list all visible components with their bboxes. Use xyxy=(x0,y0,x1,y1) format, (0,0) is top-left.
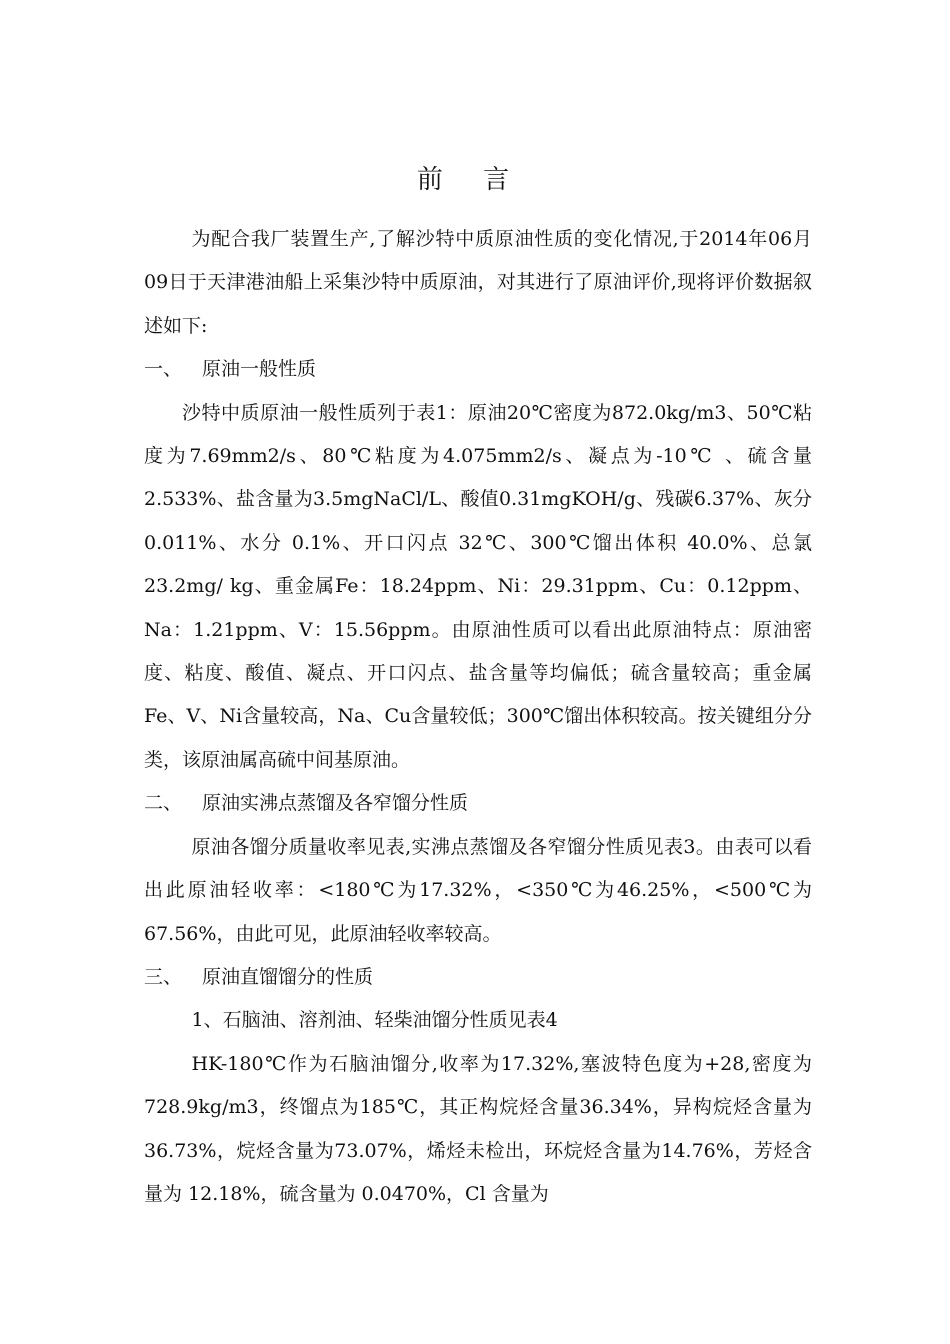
intro-paragraph: 为配合我厂装置生产,了解沙特中质原油性质的变化情况,于2014年06月09日于天津港油船上采集沙特中质原油，对其进行了原油评价,现将评价数据叙述如下: xyxy=(144,228,812,337)
naphtha-paragraph: HK-180℃作为石脑油馏分,收率为17.32%,塞波特色度为+28,密度为728.9kg/m3，终馏点为185℃，其正构烷烃含量36.34%，异构烷烃含量为36.73%，烷烃含量为73.07%，烯烃未检出，环烷烃含量为14.76%，芳烃含量为 12.18%，硫含量为 0.0470%，Cl 含量为 xyxy=(144,1052,812,1205)
section-number: 一、 xyxy=(144,358,183,381)
section-title: 原油直馏馏分的性质 xyxy=(202,965,374,988)
distillation-paragraph: 原油各馏分质量收率见表,实沸点蒸馏及各窄馏分性质见表3。由表可以看出此原油轻收率：<180℃为17.32%，<350℃为46.25%，<500℃为67.56%，由此可见，此原油轻收率较高。 xyxy=(144,835,812,945)
section-heading-3 xyxy=(144,956,812,999)
section-heading-1 xyxy=(144,348,812,391)
section-heading-2 xyxy=(144,782,812,825)
subsection-heading: 1、石脑油、溶剂油、轻柴油馏分性质见表4 xyxy=(191,1009,558,1032)
general-properties-paragraph: 沙特中质原油一般性质列于表1：原油20℃密度为872.0kg/m3、50℃粘度为7.69mm2/s、80℃粘度为4.075mm2/s、凝点为-10℃ 、硫含量2.533%、盐含量为3.5mgNaCl/L、酸值0.31mgKOH/g、残碳6.37%、灰分 0.011%、水分 0.1%、开口闪点 32℃、300℃馏出体积 40.0%、总氯23.2mg/ kg、重金属Fe：18.24ppm、Ni：29.31ppm、Cu：0.12ppm、Na：1.21ppm、V：15.56ppm。由原油性质可以看出此原油特点：原油密度、粘度、酸值、凝点、开口闪点、盐含量等均偏低；硫含量较高；重金属Fe、V、Ni含量较高，Na、Cu含量较低；300℃馏出体积较高。按关键组分分类，该原油属高硫中间基原油。 xyxy=(144,401,812,771)
section-title: 原油一般性质 xyxy=(202,358,317,381)
page-title: 前 言 xyxy=(416,165,526,195)
section-title: 原油实沸点蒸馏及各窄馏分性质 xyxy=(202,792,469,815)
document-body xyxy=(144,218,812,1216)
section-number: 三、 xyxy=(144,965,183,988)
section-number: 二、 xyxy=(144,792,183,815)
